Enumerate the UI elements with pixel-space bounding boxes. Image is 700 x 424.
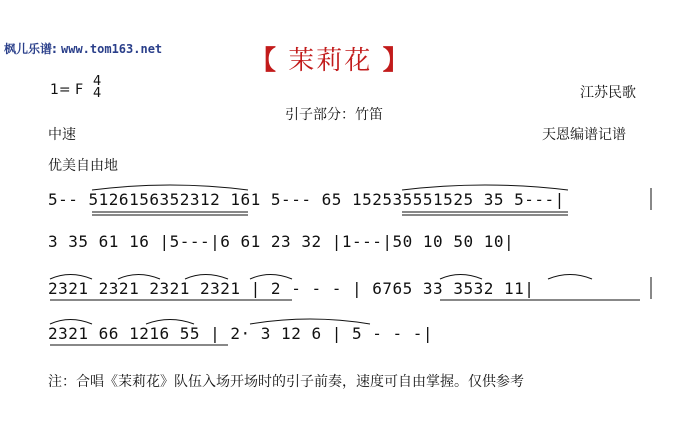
slur xyxy=(146,320,194,325)
title-bracket-left: 【 xyxy=(250,46,279,76)
slur xyxy=(50,320,92,325)
time-signature-bottom: 4 xyxy=(93,86,102,101)
score-line-3: 2321 2321 2321 2321 | 2 - - - | 6765 33 3532 11| xyxy=(48,279,535,298)
song-origin: 江苏民歌 xyxy=(580,85,636,101)
slur xyxy=(250,275,292,280)
footnote: 注：合唱《茉莉花》队伍入场开场时的引子前奏，速度可自由掌握。仅供参考 xyxy=(48,374,524,390)
slur xyxy=(50,275,92,280)
score-line-4: 2321 66 1216 55 | 2· 3 12 6 | 5 - - -| xyxy=(48,324,434,343)
title-text: 茉莉花 xyxy=(288,46,373,76)
title-bracket-right: 】 xyxy=(382,46,411,76)
watermark-url[interactable]: www.tom163.net xyxy=(61,42,163,56)
expression-marking: 优美自由地 xyxy=(48,158,118,174)
slur xyxy=(185,275,228,280)
slur xyxy=(250,319,370,324)
intro-label: 引子部分：竹笛 xyxy=(285,107,383,123)
slur xyxy=(92,185,248,190)
slur xyxy=(118,275,160,280)
key-signature: 1= F xyxy=(50,82,84,98)
slur xyxy=(440,275,482,280)
tempo-marking: 中速 xyxy=(48,127,76,143)
watermark-label: 枫儿乐谱: xyxy=(4,42,57,56)
arranger-credit: 天恩编谱记谱 xyxy=(542,127,626,143)
slur xyxy=(402,185,568,190)
score-line-2: 3 35 61 16 |5---|6 61 23 32 |1---|50 10 50 10| xyxy=(48,232,515,251)
slur xyxy=(548,275,592,280)
score-line-1: 5-- 5126156352312 161 5--- 65 152535551525 35 5---| xyxy=(48,190,565,209)
time-signature-top: 4 xyxy=(93,74,102,89)
